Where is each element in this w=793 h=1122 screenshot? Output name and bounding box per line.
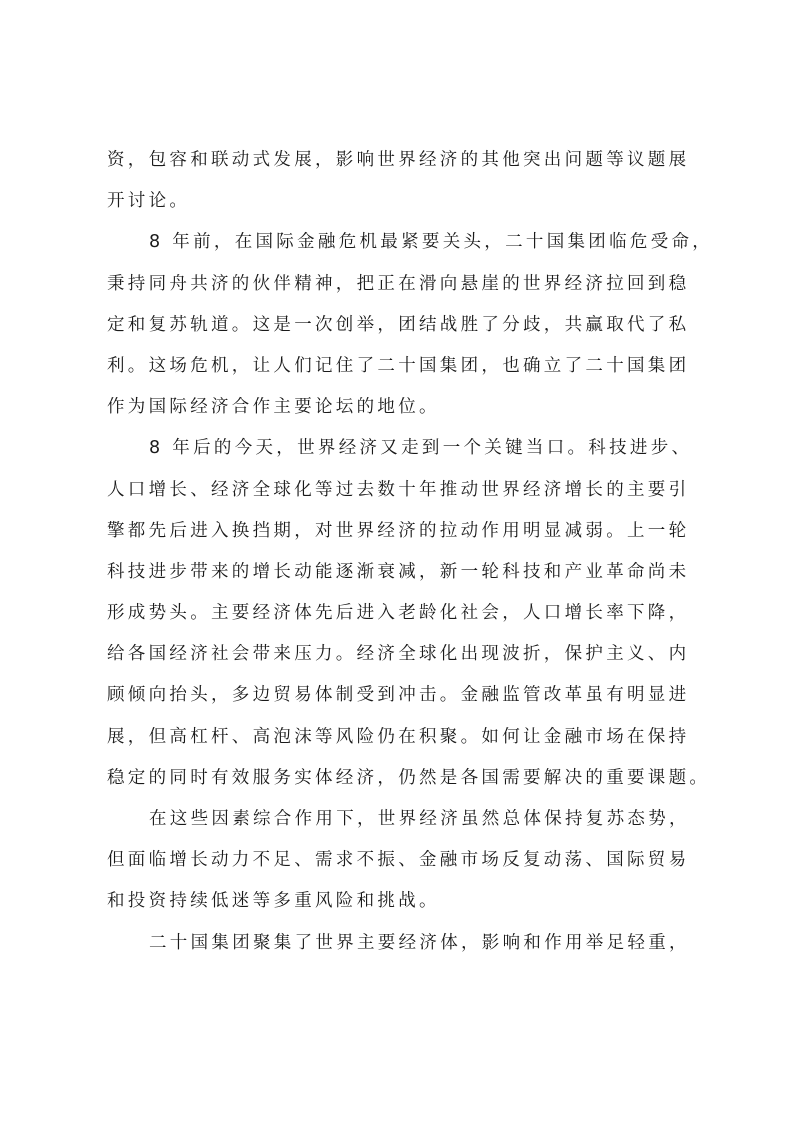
- text-line: 形成势头。主要经济体先后进入老龄化社会，人口增长率下降，: [107, 603, 690, 624]
- text-line: 定和复苏轨道。这是一次创举，团结战胜了分歧，共赢取代了私: [107, 314, 690, 335]
- text-line: 擎都先后进入换挡期，对世界经济的拉动作用明显减弱。上一轮: [107, 520, 690, 541]
- text-line: 作为国际经济合作主要论坛的地位。: [107, 397, 440, 418]
- text-line: 给各国经济社会带来压力。经济全球化出现波折，保护主义、内: [107, 644, 690, 665]
- text-line: 和投资持续低迷等多重风险和挑战。: [107, 891, 440, 912]
- text-line: 资，包容和联动式发展，影响世界经济的其他突出问题等议题展: [107, 150, 690, 170]
- text-line: 展，但高杠杆、高泡沫等风险仍在积聚。如何让金融市场在保持: [107, 726, 690, 747]
- text-line: 顾倾向抬头，多边贸易体制受到冲击。金融监管改革虽有明显进: [107, 685, 690, 706]
- paragraph-first-line: 8 年前，在国际金融危机最紧要关头，二十国集团临危受命，: [149, 232, 714, 253]
- text-line: 利。这场危机，让人们记住了二十国集团，也确立了二十国集团: [107, 355, 690, 376]
- text-line: 人口增长、经济全球化等过去数十年推动世界经济增长的主要引: [107, 479, 690, 500]
- paragraph-first-line: 在这些因素综合作用下，世界经济虽然总体保持复苏态势，: [149, 809, 690, 829]
- text-line: 开讨论。: [107, 191, 191, 212]
- text-line: 但面临增长动力不足、需求不振、金融市场反复动荡、国际贸易: [107, 850, 690, 871]
- text-line: 科技进步带来的增长动能逐渐衰减，新一轮科技和产业革命尚未: [107, 561, 690, 582]
- text-line: 稳定的同时有效服务实体经济，仍然是各国需要解决的重要课题。: [107, 767, 711, 788]
- body-text: [107, 140, 714, 964]
- text-line: 秉持同舟共济的伙伴精神，把正在滑向悬崖的世界经济拉回到稳: [107, 273, 690, 294]
- paragraph-first-line: 8 年后的今天，世界经济又走到一个关键当口。科技进步、: [149, 438, 693, 459]
- paragraph-first-line: 二十国集团聚集了世界主要经济体，影响和作用举足轻重，: [149, 932, 690, 953]
